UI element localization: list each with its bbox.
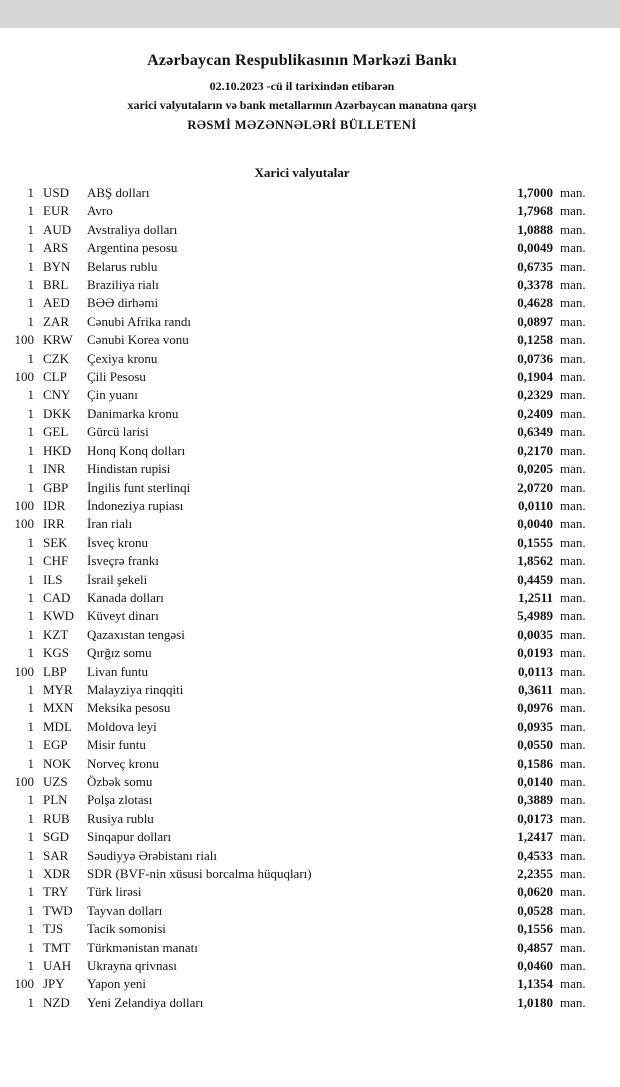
- row-rate: 0,1556: [517, 921, 553, 937]
- row-unit: man.: [560, 737, 586, 753]
- rate-row: [8, 626, 596, 644]
- row-unit: man.: [560, 589, 586, 605]
- row-code: TWD: [43, 902, 73, 918]
- rate-row: [8, 773, 596, 791]
- row-name: Norveç kronu: [87, 755, 159, 771]
- row-name: BƏƏ dirhəmi: [87, 295, 159, 311]
- row-unit: man.: [560, 626, 586, 642]
- row-unit: man.: [560, 553, 586, 569]
- row-name: Meksika pesosu: [87, 700, 171, 716]
- row-code: SGD: [43, 829, 70, 845]
- row-code: IRR: [43, 516, 65, 532]
- row-name: Sinqapur dolları: [87, 829, 172, 845]
- row-rate: 0,3378: [517, 277, 553, 293]
- row-code: SEK: [43, 534, 68, 550]
- row-qty: 1: [27, 755, 34, 771]
- row-unit: man.: [560, 387, 586, 403]
- row-code: LBP: [43, 663, 67, 679]
- rate-row: [8, 920, 596, 938]
- row-unit: man.: [560, 608, 586, 624]
- row-name: İsrail şekeli: [87, 571, 148, 587]
- row-qty: 1: [27, 295, 34, 311]
- row-code: PLN: [43, 792, 68, 808]
- row-qty: 1: [27, 405, 34, 421]
- row-rate: 0,6735: [517, 258, 553, 274]
- row-code: BRL: [43, 277, 69, 293]
- row-rate: 0,4459: [517, 571, 553, 587]
- row-code: IDR: [43, 497, 66, 513]
- row-rate: 0,1586: [517, 755, 553, 771]
- row-name: Ukrayna qrivnası: [87, 958, 177, 974]
- row-rate: 0,0976: [517, 700, 553, 716]
- row-qty: 1: [27, 737, 34, 753]
- row-code: GEL: [43, 424, 69, 440]
- row-code: CAD: [43, 589, 71, 605]
- rate-row: [8, 681, 596, 699]
- row-code: DKK: [43, 405, 72, 421]
- row-rate: 1,8562: [517, 553, 553, 569]
- row-code: AUD: [43, 221, 72, 237]
- row-qty: 1: [27, 258, 34, 274]
- row-code: EGP: [43, 737, 68, 753]
- row-code: SAR: [43, 847, 69, 863]
- row-rate: 0,0205: [517, 461, 553, 477]
- rate-row: [8, 460, 596, 478]
- row-name: Çili Pesosu: [87, 369, 146, 385]
- row-rate: 1,7968: [517, 203, 553, 219]
- row-code: EUR: [43, 203, 69, 219]
- row-qty: 1: [27, 240, 34, 256]
- rate-row: [8, 350, 596, 368]
- rate-row: [8, 405, 596, 423]
- row-name: Çin yuanı: [87, 387, 138, 403]
- row-name: SDR (BVF-nin xüsusi borcalma hüquqları): [87, 866, 312, 882]
- row-name: Qazaxıstan tengəsi: [87, 626, 185, 642]
- row-qty: 1: [27, 553, 34, 569]
- rate-row: [8, 847, 596, 865]
- row-code: XDR: [43, 866, 71, 882]
- rate-row: [8, 975, 596, 993]
- row-name: Misir funtu: [87, 737, 146, 753]
- row-qty: 1: [27, 958, 34, 974]
- rate-row: [8, 755, 596, 773]
- rate-row: [8, 331, 596, 349]
- row-qty: 1: [27, 792, 34, 808]
- row-unit: man.: [560, 405, 586, 421]
- row-unit: man.: [560, 939, 586, 955]
- row-rate: 0,0049: [517, 240, 553, 256]
- row-unit: man.: [560, 847, 586, 863]
- row-name: ABŞ dolları: [87, 185, 150, 200]
- rate-row: [8, 221, 596, 239]
- rate-row: [8, 313, 596, 331]
- row-rate: 0,0528: [517, 902, 553, 918]
- row-qty: 100: [14, 516, 34, 532]
- row-code: MXN: [43, 700, 74, 716]
- row-code: CZK: [43, 350, 69, 366]
- row-rate: 0,0620: [517, 884, 553, 900]
- row-code: CHF: [43, 553, 69, 569]
- row-qty: 1: [27, 350, 34, 366]
- row-rate: 2,2355: [517, 866, 553, 882]
- row-name: Malayziya rinqqiti: [87, 681, 184, 697]
- row-unit: man.: [560, 332, 586, 348]
- row-code: UAH: [43, 958, 72, 974]
- row-name: Cənubi Korea vonu: [87, 332, 189, 348]
- row-code: MYR: [43, 681, 73, 697]
- section-title-foreign-currencies: Xarici valyutalar: [254, 165, 350, 180]
- row-name: Tacik somonisi: [87, 921, 166, 937]
- row-rate: 0,0550: [517, 737, 553, 753]
- row-rate: 0,0736: [517, 350, 553, 366]
- row-qty: 1: [27, 571, 34, 587]
- rate-row: [8, 902, 596, 920]
- row-name: Yeni Zelandiya dolları: [87, 994, 204, 1010]
- rate-row: [8, 663, 596, 681]
- row-code: AED: [43, 295, 70, 311]
- rate-row: [8, 699, 596, 717]
- row-name: Polşa zlotası: [87, 792, 153, 808]
- row-rate: 0,4857: [517, 939, 553, 955]
- row-name: Türk lirəsi: [87, 884, 142, 900]
- rate-row: [8, 423, 596, 441]
- row-rate: 0,0113: [517, 663, 553, 679]
- rate-row: [8, 718, 596, 736]
- row-qty: 1: [27, 829, 34, 845]
- row-unit: man.: [560, 921, 586, 937]
- row-unit: man.: [560, 295, 586, 311]
- row-rate: 0,3611: [517, 681, 553, 697]
- row-qty: 1: [27, 939, 34, 955]
- row-name: Kanada dolları: [87, 589, 164, 605]
- row-unit: man.: [560, 277, 586, 293]
- row-rate: 0,0110: [517, 497, 553, 513]
- row-name: İran rialı: [87, 516, 133, 532]
- row-rate: 5,4989: [517, 608, 553, 624]
- row-rate: 1,2417: [517, 829, 553, 845]
- row-qty: 1: [27, 185, 34, 200]
- row-name: İngilis funt sterlinqi: [87, 479, 191, 495]
- row-name: Avro: [87, 203, 113, 219]
- row-unit: man.: [560, 534, 586, 550]
- row-name: Səudiyyə Ərəbistanı rialı: [87, 847, 217, 863]
- rate-row: [8, 736, 596, 754]
- row-code: GBP: [43, 479, 69, 495]
- bank-title: Azərbaycan Respublikasının Mərkəzi Bankı: [147, 52, 457, 69]
- rate-row: [8, 184, 596, 202]
- row-qty: 1: [27, 902, 34, 918]
- row-unit: man.: [560, 240, 586, 256]
- row-unit: man.: [560, 958, 586, 974]
- rate-row: [8, 534, 596, 552]
- row-unit: man.: [560, 718, 586, 734]
- row-rate: 1,1354: [517, 976, 553, 992]
- row-name: Belarus rublu: [87, 258, 158, 274]
- row-unit: man.: [560, 350, 586, 366]
- row-unit: man.: [560, 313, 586, 329]
- row-name: Özbək somu: [87, 774, 153, 789]
- rate-row: [8, 957, 596, 975]
- bulletin-title: RƏSMİ MƏZƏNNƏLƏRİ BÜLLETENİ: [187, 118, 417, 132]
- row-code: INR: [43, 461, 66, 477]
- row-unit: man.: [560, 442, 586, 458]
- row-qty: 1: [27, 479, 34, 495]
- row-qty: 1: [27, 810, 34, 826]
- rate-row: [8, 865, 596, 883]
- rate-row: [8, 644, 596, 662]
- row-name: Rusiya rublu: [87, 810, 154, 826]
- row-name: Braziliya rialı: [87, 277, 159, 293]
- row-unit: man.: [560, 884, 586, 900]
- row-code: RUB: [43, 810, 70, 826]
- row-qty: 1: [27, 461, 34, 477]
- row-unit: man.: [560, 681, 586, 697]
- rate-row: [8, 994, 596, 1012]
- rates-list: [8, 184, 596, 1012]
- row-name: İndoneziya rupiası: [87, 497, 184, 513]
- row-qty: 1: [27, 221, 34, 237]
- rate-row: [8, 810, 596, 828]
- rate-row: [8, 239, 596, 257]
- rate-row: [8, 479, 596, 497]
- rate-row: [8, 276, 596, 294]
- row-rate: 0,4628: [517, 295, 553, 311]
- row-code: TRY: [43, 884, 69, 900]
- row-rate: 1,0180: [517, 994, 553, 1010]
- rate-row: [8, 258, 596, 276]
- row-qty: 1: [27, 387, 34, 403]
- row-name: Qırğız somu: [87, 645, 152, 661]
- rate-row: [8, 497, 596, 515]
- rate-row: [8, 515, 596, 533]
- row-unit: man.: [560, 810, 586, 826]
- row-qty: 1: [27, 866, 34, 882]
- row-code: KGS: [43, 645, 70, 661]
- row-name: Hindistan rupisi: [87, 461, 171, 477]
- row-name: Yapon yeni: [87, 976, 146, 992]
- row-unit: man.: [560, 203, 586, 219]
- rate-row: [8, 442, 596, 460]
- row-qty: 1: [27, 994, 34, 1010]
- row-name: Tayvan dolları: [87, 902, 163, 918]
- row-name: Çexiya kronu: [87, 350, 158, 366]
- row-name: Danimarka kronu: [87, 405, 179, 421]
- row-unit: man.: [560, 866, 586, 882]
- row-unit: man.: [560, 369, 586, 385]
- row-name: Moldova leyi: [87, 718, 157, 734]
- row-name: Türkmənistan manatı: [87, 939, 198, 955]
- row-unit: man.: [560, 461, 586, 477]
- row-rate: 1,7000: [517, 185, 553, 200]
- row-code: MDL: [43, 718, 72, 734]
- row-qty: 1: [27, 589, 34, 605]
- row-qty: 1: [27, 626, 34, 642]
- row-qty: 1: [27, 681, 34, 697]
- row-unit: man.: [560, 829, 586, 845]
- row-rate: 0,0935: [517, 718, 553, 734]
- row-code: KRW: [43, 332, 73, 348]
- row-name: Gürcü larisi: [87, 424, 149, 440]
- row-unit: man.: [560, 774, 586, 789]
- row-rate: 0,3889: [517, 792, 553, 808]
- row-name: Küveyt dinarı: [87, 608, 159, 624]
- rate-row: [8, 883, 596, 901]
- row-qty: 100: [14, 663, 34, 679]
- row-unit: man.: [560, 479, 586, 495]
- row-code: NOK: [43, 755, 72, 771]
- row-rate: 0,1258: [517, 332, 553, 348]
- row-unit: man.: [560, 755, 586, 771]
- row-rate: 0,0897: [517, 313, 553, 329]
- row-unit: man.: [560, 663, 586, 679]
- row-qty: 100: [14, 976, 34, 992]
- row-qty: 1: [27, 700, 34, 716]
- row-code: ILS: [43, 571, 63, 587]
- rate-row: [8, 571, 596, 589]
- row-qty: 1: [27, 645, 34, 661]
- row-unit: man.: [560, 185, 586, 200]
- effective-date-line: 02.10.2023 -cü il tarixindən etibarən: [209, 79, 395, 93]
- row-code: JPY: [43, 976, 65, 992]
- row-name: Argentina pesosu: [87, 240, 178, 256]
- row-qty: 1: [27, 277, 34, 293]
- rate-row: [8, 294, 596, 312]
- row-rate: 1,2511: [517, 589, 553, 605]
- row-code: ZAR: [43, 313, 69, 329]
- row-qty: 100: [14, 332, 34, 348]
- row-qty: 1: [27, 534, 34, 550]
- row-qty: 1: [27, 442, 34, 458]
- row-rate: 0,4533: [517, 847, 553, 863]
- row-unit: man.: [560, 258, 586, 274]
- row-rate: 0,1555: [517, 534, 553, 550]
- row-name: Cənubi Afrika randı: [87, 313, 191, 329]
- row-code: TMT: [43, 939, 71, 955]
- top-bar: [0, 0, 620, 28]
- row-qty: 1: [27, 424, 34, 440]
- row-unit: man.: [560, 497, 586, 513]
- row-code: BYN: [43, 258, 71, 274]
- rate-row: [8, 607, 596, 625]
- row-rate: 0,0035: [517, 626, 553, 642]
- document-subtitle: xarici valyutaların və bank metallarının Azərbaycan manatına qarşı: [127, 98, 477, 112]
- rate-row: [8, 552, 596, 570]
- row-rate: 0,0460: [517, 958, 553, 974]
- rate-row: [8, 386, 596, 404]
- rate-row: [8, 202, 596, 220]
- row-qty: 1: [27, 203, 34, 219]
- row-rate: 0,0173: [517, 810, 553, 826]
- row-rate: 0,2329: [517, 387, 553, 403]
- row-code: CNY: [43, 387, 71, 403]
- rate-row: [8, 939, 596, 957]
- row-code: NZD: [43, 994, 70, 1010]
- row-rate: 0,6349: [517, 424, 553, 440]
- row-rate: 0,1904: [517, 369, 553, 385]
- row-unit: man.: [560, 976, 586, 992]
- row-code: UZS: [43, 774, 68, 789]
- row-code: KWD: [43, 608, 75, 624]
- bulletin-document: [0, 52, 620, 1012]
- row-code: CLP: [43, 369, 67, 385]
- row-unit: man.: [560, 516, 586, 532]
- row-code: USD: [43, 185, 70, 200]
- row-rate: 0,0193: [517, 645, 553, 661]
- row-qty: 1: [27, 884, 34, 900]
- row-unit: man.: [560, 792, 586, 808]
- row-unit: man.: [560, 221, 586, 237]
- row-unit: man.: [560, 424, 586, 440]
- row-unit: man.: [560, 645, 586, 661]
- row-name: Livan funtu: [87, 663, 149, 679]
- rate-row: [8, 791, 596, 809]
- row-qty: 1: [27, 608, 34, 624]
- row-rate: 0,0140: [517, 774, 553, 789]
- rate-row: [8, 589, 596, 607]
- row-rate: 2,0720: [517, 479, 553, 495]
- row-qty: 100: [14, 497, 34, 513]
- row-qty: 100: [14, 774, 34, 789]
- row-unit: man.: [560, 571, 586, 587]
- row-code: KZT: [43, 626, 69, 642]
- row-name: İsveç kronu: [87, 534, 149, 550]
- row-name: Honq Konq dolları: [87, 442, 186, 458]
- rate-row: [8, 368, 596, 386]
- row-unit: man.: [560, 902, 586, 918]
- document-header: [8, 52, 596, 133]
- row-code: HKD: [43, 442, 72, 458]
- row-unit: man.: [560, 700, 586, 716]
- row-qty: 1: [27, 847, 34, 863]
- row-rate: 0,2170: [517, 442, 553, 458]
- row-rate: 0,0040: [517, 516, 553, 532]
- row-unit: man.: [560, 994, 586, 1010]
- row-rate: 1,0888: [517, 221, 553, 237]
- row-qty: 1: [27, 313, 34, 329]
- row-code: TJS: [43, 921, 64, 937]
- row-qty: 1: [27, 718, 34, 734]
- row-code: ARS: [43, 240, 69, 256]
- row-name: Avstraliya dolları: [87, 221, 178, 237]
- row-qty: 1: [27, 921, 34, 937]
- row-qty: 100: [14, 369, 34, 385]
- rate-row: [8, 828, 596, 846]
- row-rate: 0,2409: [517, 405, 553, 421]
- row-name: İsveçrə frankı: [87, 553, 159, 569]
